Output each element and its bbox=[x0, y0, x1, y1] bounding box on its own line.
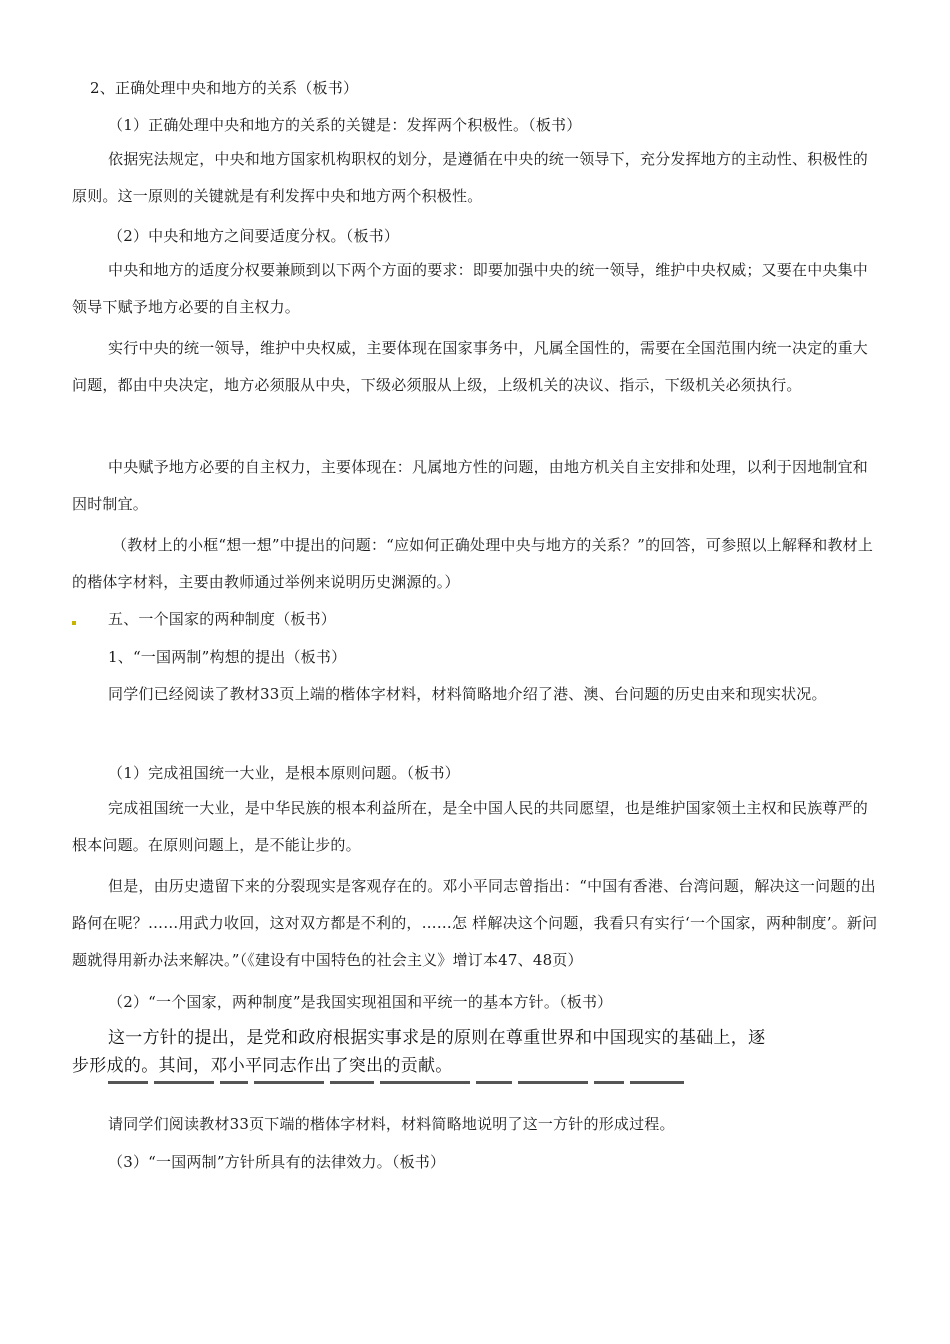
heading-5-1-3: （3）“一国两制”方针所具有的法律效力。（板书） bbox=[108, 1153, 446, 1171]
heading-5-1-1: （1）完成祖国统一大业，是根本原则问题。（板书） bbox=[108, 764, 460, 782]
paragraph-5: （教材上的小框“想一想”中提出的问题：“应如何正确处理中央与地方的关系？”的回答，可参照以上解释和教材上的楷体字材料，主要由教师通过举例来说明历史渊源的。） bbox=[72, 536, 874, 591]
heading-5-1-2: （2）“一个国家，两种制度”是我国实现祖国和平统一的基本方针。（板书） bbox=[108, 993, 613, 1011]
paragraph-10: 请同学们阅读教材33页下端的楷体字材料，材料简略地说明了这一方针的形成过程。 bbox=[108, 1115, 675, 1133]
overlapped-text-fragment bbox=[108, 1081, 768, 1087]
paragraph-4: 中央赋予地方必要的自主权力，主要体现在：凡属地方性的问题，由地方机关自主安排和处理，以利于因地制宜和因时制宜。 bbox=[72, 458, 869, 513]
heading-2-1: （1）正确处理中央和地方的关系的关键是：发挥两个积极性。（板书） bbox=[108, 116, 582, 134]
paragraph-2: 中央和地方的适度分权要兼顾到以下两个方面的要求：即要加强中央的统一领导，维护中央权威；又要在中央集中领导下赋予地方必要的自主权力。 bbox=[72, 261, 869, 316]
heading-2-2: （2）中央和地方之间要适度分权。（板书） bbox=[108, 227, 400, 245]
marker-dot bbox=[72, 621, 76, 625]
paragraph-8: 但是，由历史遗留下来的分裂现实是客观存在的。邓小平同志曾指出：“中国有香港、台湾问题，解决这一问题的出路何在呢？……用武力收回，这对双方都是不利的，……怎 样解决这个问题，我看只有实行‘一个国家，两种制度’。新问题就得用新办法来解决。”（《建设有中国特色的社会主义》增订本47、48页） bbox=[72, 877, 878, 969]
heading-5-1: 1、“一国两制”构想的提出（板书） bbox=[108, 648, 347, 666]
paragraph-1: 依据宪法规定，中央和地方国家机构职权的划分，是遵循在中央的统一领导下，充分发挥地方的主动性、积极性的原则。这一原则的关键就是有利发挥中央和地方两个积极性。 bbox=[72, 150, 869, 205]
paragraph-7: 完成祖国统一大业，是中华民族的根本利益所在，是全中国人民的共同愿望，也是维护国家领土主权和民族尊严的根本问题。在原则问题上，是不能让步的。 bbox=[72, 799, 869, 854]
heading-2: 2、正确处理中央和地方的关系（板书） bbox=[90, 79, 359, 97]
heading-5: 五、一个国家的两种制度（板书） bbox=[108, 610, 337, 628]
paragraph-6: 同学们已经阅读了教材33页上端的楷体字材料，材料简略地介绍了港、澳、台问题的历史由来和现实状况。 bbox=[108, 685, 827, 703]
paragraph-9-large: 这一方针的提出，是党和政府根据实事求是的原则在尊重世界和中国现实的基础上，逐步形成的。其间，邓小平同志作出了突出的贡献。 bbox=[72, 1028, 766, 1076]
paragraph-3: 实行中央的统一领导，维护中央权威，主要体现在国家事务中，凡属全国性的，需要在全国范围内统一决定的重大问题，都由中央决定，地方必须服从中央，下级必须服从上级，上级机关的决议、指示，下级机关必须执行。 bbox=[72, 339, 869, 394]
